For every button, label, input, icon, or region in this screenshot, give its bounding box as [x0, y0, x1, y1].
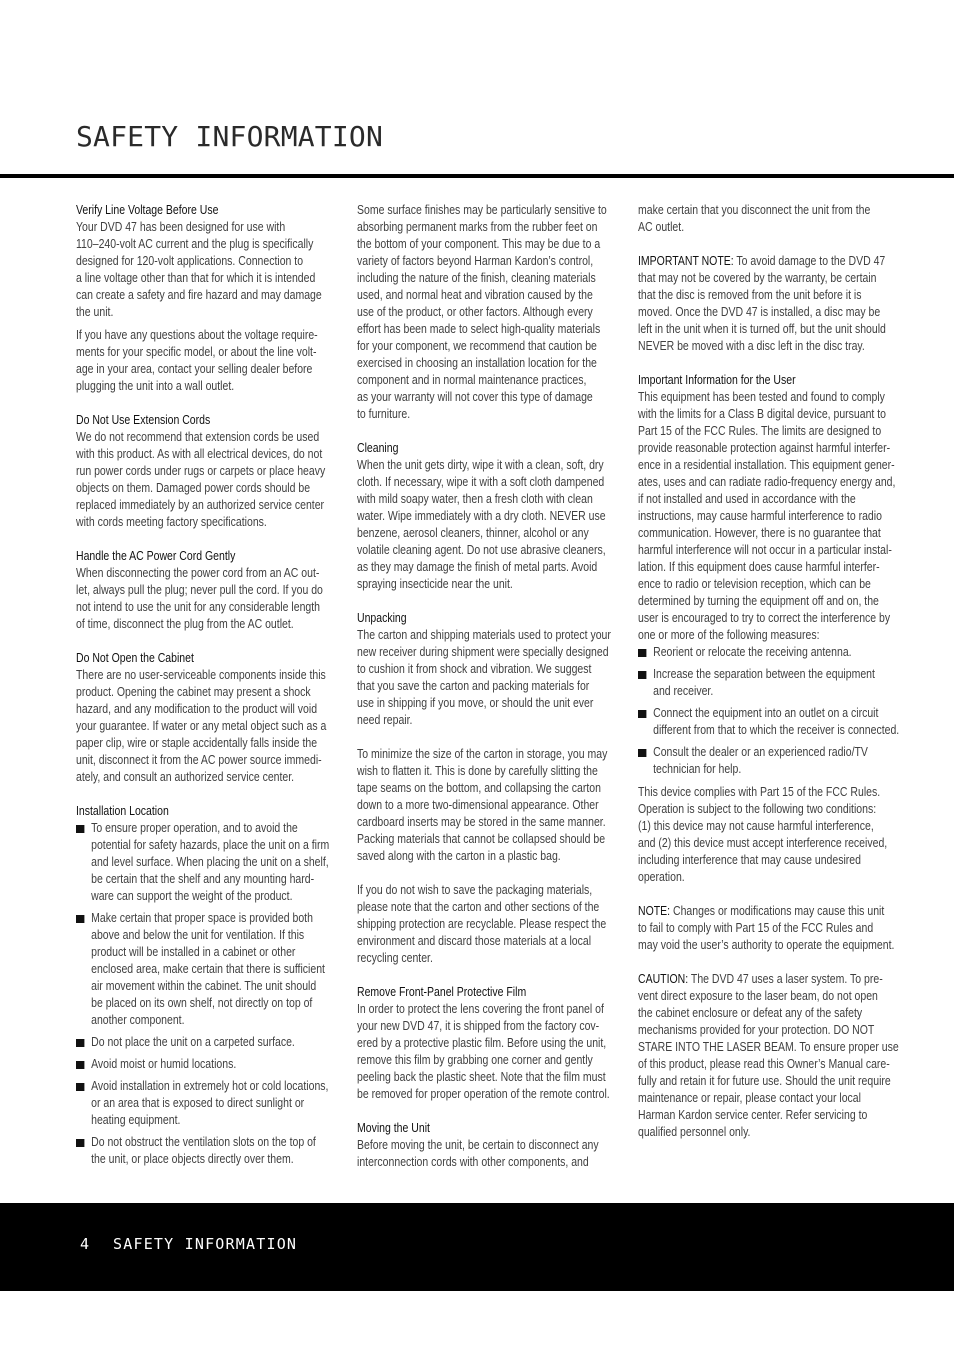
- section-heading: Cleaning: [357, 441, 399, 455]
- text-line: or an area that is exposed to direct sunlight or: [91, 1096, 305, 1110]
- text-line: used, and normal heat and vibration caused by the: [357, 288, 593, 302]
- text-line: if not installed and used in accordance with the: [638, 492, 856, 506]
- text-line: exercised in choosing an installation location for the: [357, 356, 597, 370]
- text-line: may void the user’s authority to operate the equipment.: [638, 938, 895, 952]
- list-item-text: [91, 820, 328, 905]
- section-moving-continued: [638, 202, 890, 355]
- text-line: a line voltage other than that for which it is intended: [76, 271, 316, 285]
- text-line: The carton and shipping materials used to protect your: [357, 628, 611, 642]
- page-title: SAFETY INFORMATION: [76, 120, 384, 153]
- list-item-text: [91, 1034, 328, 1051]
- text-line: wish to flatten it. This is done by carefully slitting the: [357, 764, 598, 778]
- text-line: above and below the unit for ventilation. If this: [91, 928, 305, 942]
- text-line: variety of factors beyond Harman Kardon’s control,: [357, 254, 594, 268]
- text-line: the unit, or place objects directly over them.: [91, 1152, 294, 1166]
- text-line: determined by turning the equipment off and on, the: [638, 594, 879, 608]
- list-item: [638, 644, 890, 661]
- text-line: cloth. If necessary, wipe it with a soft cloth dampened: [357, 475, 605, 489]
- paragraph: [357, 627, 609, 729]
- section-verify-line-voltage: [76, 202, 328, 395]
- text-line: and (2) this device must accept interference received,: [638, 836, 888, 850]
- column-middle: [357, 202, 609, 1171]
- text-line: with this product. As with all electrical devices, do not: [76, 447, 323, 461]
- text-line: component and in normal maintenance practices,: [357, 373, 587, 387]
- text-line: NEVER be moved with a disc left in the disc tray.: [638, 339, 865, 353]
- text-line: 110–240-volt AC current and the plug is specifically: [76, 237, 314, 251]
- text-line: qualified personnel only.: [638, 1125, 751, 1139]
- section-do-not-open-cabinet: [76, 650, 328, 786]
- text-line: Increase the separation between the equipment: [653, 667, 875, 681]
- text-line: Connect the equipment into an outlet on a circuit: [653, 706, 879, 720]
- text-line: that the disc is removed from the unit before it is: [638, 288, 862, 302]
- paragraph: [76, 667, 328, 786]
- paragraph: [357, 1001, 609, 1103]
- text-line: To ensure proper operation, and to avoid the: [91, 821, 298, 835]
- section-heading: Installation Location: [76, 804, 169, 818]
- text-line: your new DVD 47, it is shipped from the factory cov-: [357, 1019, 600, 1033]
- text-line: tape seams on the bottom, and collapsing the carton: [357, 781, 601, 795]
- text-line: Before moving the unit, be certain to disconnect any: [357, 1138, 599, 1152]
- section-body: [638, 903, 899, 1141]
- list-item: [638, 666, 890, 700]
- section-body: [357, 1137, 609, 1171]
- section-body: [76, 429, 328, 531]
- text-line: need repair.: [357, 713, 413, 727]
- text-line: be placed on its own shelf, not directly on top of: [91, 996, 313, 1010]
- text-line: water. Wipe immediately with a dry cloth. NEVER use: [357, 509, 606, 523]
- text-line: with the limits for a Class B digital device, pursuant to: [638, 407, 887, 421]
- text-line: cardboard inserts may be stored in the same manner.: [357, 815, 606, 829]
- text-line: ered by a protective plastic film. Before using the unit,: [357, 1036, 607, 1050]
- text-line: recycling center.: [357, 951, 433, 965]
- text-line: that you save the carton and packing materials for: [357, 679, 590, 693]
- text-line: heating equipment.: [91, 1113, 181, 1127]
- column-left: [76, 202, 328, 1168]
- text-line: fully and retain it for future use. Should the unit require: [638, 1074, 891, 1088]
- text-line: shipping protection are recyclable. Please respect the: [357, 917, 607, 931]
- text-line: product. Opening the cabinet may present a shock: [76, 685, 311, 699]
- text-line: Avoid installation in extremely hot or cold locations,: [91, 1079, 329, 1093]
- section-heading: Handle the AC Power Cord Gently: [76, 549, 236, 563]
- text-line: When disconnecting the power cord from an AC out-: [76, 566, 320, 580]
- text-line: operation.: [638, 870, 685, 884]
- text-line: Operation is subject to the following two conditions:: [638, 802, 877, 816]
- text-line: Do not place the unit on a carpeted surface.: [91, 1035, 295, 1049]
- text-line: We do not recommend that extension cords be used: [76, 430, 320, 444]
- text-line: AC outlet.: [638, 220, 685, 234]
- text-line: one or more of the following measures:: [638, 628, 820, 642]
- text-line: lation. If this equipment does cause harmful interfer-: [638, 560, 880, 574]
- paragraph: [638, 202, 890, 236]
- text-line: environment and discard those materials at a local: [357, 934, 592, 948]
- list-item-text: [653, 666, 890, 700]
- paragraph: [357, 202, 609, 423]
- paragraph: [638, 903, 895, 954]
- text-line: age in your area, contact your selling dealer before: [76, 362, 313, 376]
- paragraph: [76, 565, 328, 633]
- text-line: the unit.: [76, 305, 114, 319]
- text-line: enclosed area, make certain that there is sufficient: [91, 962, 325, 976]
- section-heading: Verify Line Voltage Before Use: [76, 203, 219, 217]
- text-line: be removed for proper operation of the remote control.: [357, 1087, 610, 1101]
- text-line: paper clip, wire or staple accidentally falls inside the: [76, 736, 318, 750]
- text-line: plugging the unit into a wall outlet.: [76, 379, 235, 393]
- text-line: NOTE: Changes or modifications may cause this unit: [638, 904, 885, 918]
- paragraph: [638, 784, 890, 886]
- text-line: ence in a residential installation. This equipment gener-: [638, 458, 895, 472]
- text-line: hazard, and any modification to the product will void: [76, 702, 318, 716]
- paragraph: [357, 746, 609, 865]
- text-line: CAUTION: The DVD 47 uses a laser system. To pre-: [638, 972, 883, 986]
- text-line: Harman Kardon service center. Refer servicing to: [638, 1108, 868, 1122]
- section-body: [76, 667, 328, 786]
- section-heading: Unpacking: [357, 611, 407, 625]
- paragraph: [76, 219, 328, 321]
- text-line: interconnection cords with other components, and: [357, 1155, 589, 1169]
- text-line: Consult the dealer or an experienced radio/TV: [653, 745, 868, 759]
- list-item-text: [653, 744, 890, 778]
- text-line: your guarantee. If water or any metal object such as a: [76, 719, 327, 733]
- text-line: IMPORTANT NOTE: To avoid damage to the DVD 47: [638, 254, 886, 268]
- text-line: user is encouraged to try to correct the interference by: [638, 611, 891, 625]
- bullet-square-icon: [76, 825, 84, 833]
- section-heading: Do Not Open the Cabinet: [76, 651, 194, 665]
- text-line: harmful interference will not occur in a particular instal-: [638, 543, 892, 557]
- text-line: ments for your specific model, or about the line volt-: [76, 345, 317, 359]
- text-line: To minimize the size of the carton in storage, you may: [357, 747, 608, 761]
- title-rule: [0, 174, 954, 178]
- list-item: [76, 1034, 328, 1051]
- text-line: saved along with the carton in a plastic bag.: [357, 849, 561, 863]
- note-label: CAUTION:: [638, 972, 689, 986]
- text-line: benzene, aerosol cleaners, thinner, alcohol or any: [357, 526, 589, 540]
- text-line: If you do not wish to save the packaging materials,: [357, 883, 593, 897]
- section-surface-finishes: [357, 202, 609, 423]
- text-line: provide reasonable protection against harmful interfer-: [638, 441, 891, 455]
- text-line: with cords meeting factory specifications.: [76, 515, 267, 529]
- bullet-square-icon: [76, 1083, 84, 1091]
- bullet-square-icon: [638, 749, 646, 757]
- text-line: the bottom of your component. This may be due to a: [357, 237, 601, 251]
- note-label: NOTE:: [638, 904, 671, 918]
- text-line: Avoid moist or humid locations.: [91, 1057, 237, 1071]
- footer-band: [0, 1203, 954, 1291]
- text-line: Do not obstruct the ventilation slots on the top of: [91, 1135, 316, 1149]
- paragraph: [357, 882, 609, 967]
- bullet-square-icon: [76, 1139, 84, 1147]
- text-line: to cushion it from shock and vibration. We suggest: [357, 662, 592, 676]
- text-line: This device complies with Part 15 of the FCC Rules.: [638, 785, 881, 799]
- section-heading: Important Information for the User: [638, 373, 796, 387]
- text-line: remove this film by grabbing one corner and gently: [357, 1053, 593, 1067]
- column-right: [638, 202, 900, 1141]
- paragraph: [638, 253, 890, 355]
- list-item-text: [91, 1078, 328, 1129]
- text-line: ately, and consult an authorized service center.: [76, 770, 295, 784]
- text-line: another component.: [91, 1013, 185, 1027]
- section-protective-film: [357, 984, 609, 1103]
- text-line: When the unit gets dirty, wipe it with a clean, soft, dry: [357, 458, 604, 472]
- text-line: moved. Once the DVD 47 is installed, a disc may be: [638, 305, 881, 319]
- section-body: [638, 202, 890, 355]
- text-line: If you have any questions about the voltage require-: [76, 328, 318, 342]
- text-line: effort has been made to select high-quality materials: [357, 322, 601, 336]
- list-item: [76, 910, 328, 1029]
- text-line: different from that to which the receiver is connected.: [653, 723, 900, 737]
- text-line: the cabinet enclosure or defeat any of the safety: [638, 1006, 863, 1020]
- text-line: Packing materials that cannot be collapsed should be: [357, 832, 606, 846]
- bullet-square-icon: [638, 671, 646, 679]
- section-extension-cords: [76, 412, 328, 531]
- text-line: for your component, we recommend that caution be: [357, 339, 597, 353]
- list-item: [76, 1134, 328, 1168]
- text-line: This equipment has been tested and found to comply: [638, 390, 885, 404]
- section-important-information: [638, 372, 900, 886]
- footer-label: SAFETY INFORMATION: [113, 1235, 298, 1253]
- section-body: [357, 202, 609, 423]
- section-body: [357, 457, 609, 593]
- text-line: STARE INTO THE LASER BEAM. To ensure proper use: [638, 1040, 899, 1054]
- list-item-text: [91, 1134, 328, 1168]
- bullet-square-icon: [638, 710, 646, 718]
- bullet-square-icon: [76, 915, 84, 923]
- bullet-square-icon: [76, 1039, 84, 1047]
- text-line: product will be installed in a cabinet or other: [91, 945, 296, 959]
- list-item-text: [91, 910, 328, 1029]
- text-line: please note that the carton and other sections of the: [357, 900, 600, 914]
- text-line: with mild soapy water, then a fresh cloth with clean: [357, 492, 593, 506]
- paragraph: [357, 1137, 609, 1171]
- text-line: instructions, may cause harmful interference to radio: [638, 509, 882, 523]
- bullet-list: [76, 820, 328, 1168]
- section-unpacking: [357, 610, 609, 967]
- text-line: (1) this device may not cause harmful interference,: [638, 819, 874, 833]
- text-line: and receiver.: [653, 684, 714, 698]
- text-line: down to a more two-dimensional appearance. Other: [357, 798, 599, 812]
- text-line: spraying insecticide near the unit.: [357, 577, 513, 591]
- text-line: be certain that the shelf and any mounting hard-: [91, 872, 315, 886]
- paragraph: [76, 327, 328, 395]
- text-line: including the nature of the finish, cleaning materials: [357, 271, 596, 285]
- section-heading: Do Not Use Extension Cords: [76, 413, 211, 427]
- paragraph: [638, 971, 899, 1141]
- list-item-text: [653, 705, 900, 739]
- text-line: as your warranty will not cover this type of damage: [357, 390, 593, 404]
- text-line: use of the product, or other factors. Although every: [357, 305, 593, 319]
- list-item: [76, 1078, 328, 1129]
- text-line: Your DVD 47 has been designed for use with: [76, 220, 286, 234]
- bullet-square-icon: [76, 1061, 84, 1069]
- section-notes: [638, 903, 899, 1141]
- text-line: volatile cleaning agent. Do not use abrasive cleaners,: [357, 543, 606, 557]
- text-line: Some surface finishes may be particularly sensitive to: [357, 203, 607, 217]
- list-item: [638, 705, 900, 739]
- page-number: 4: [80, 1235, 91, 1253]
- section-body: [357, 1001, 609, 1103]
- text-line: Reorient or relocate the receiving antenna.: [653, 645, 852, 659]
- text-line: replaced immediately by an authorized service center: [76, 498, 325, 512]
- text-line: make certain that you disconnect the unit from the: [638, 203, 871, 217]
- text-line: mechanisms provided for your protection. DO NOT: [638, 1023, 875, 1037]
- text-line: run power cords under rugs or carpets or place heavy: [76, 464, 326, 478]
- text-line: including interference that may cause undesired: [638, 853, 861, 867]
- section-body: [357, 627, 609, 967]
- text-line: ates, uses and can radiate radio-frequency energy and,: [638, 475, 896, 489]
- text-line: In order to protect the lens covering the front panel of: [357, 1002, 604, 1016]
- paragraph: [357, 457, 609, 593]
- text-line: communication. However, there is no guarantee that: [638, 526, 881, 540]
- list-item: [76, 820, 328, 905]
- text-line: of this product, please read this Owner’s Manual care-: [638, 1057, 890, 1071]
- section-cleaning: [357, 440, 609, 593]
- compliance-statement: [638, 784, 890, 886]
- list-item-text: [91, 1056, 328, 1073]
- text-line: designed for 120-volt applications. Connection to: [76, 254, 304, 268]
- section-body: [76, 565, 328, 633]
- text-line: ence to radio or television reception, which can be: [638, 577, 871, 591]
- text-line: to furniture.: [357, 407, 411, 421]
- text-line: let, always pull the plug; never pull the cord. If you do: [76, 583, 323, 597]
- list-item-text: [653, 644, 890, 661]
- text-line: as they may damage the finish of metal parts. Avoid: [357, 560, 598, 574]
- text-line: that may not be covered by the warranty, be certain: [638, 271, 877, 285]
- paragraph: [76, 429, 328, 531]
- text-line: air movement within the cabinet. The unit should: [91, 979, 317, 993]
- paragraph: [638, 389, 896, 644]
- text-line: of time, disconnect the plug from the AC outlet.: [76, 617, 294, 631]
- text-line: and level surface. When placing the unit on a shelf,: [91, 855, 329, 869]
- text-line: objects on them. Damaged power cords should be: [76, 481, 311, 495]
- text-line: not intend to use the unit for any considerable length: [76, 600, 321, 614]
- section-heading: Remove Front-Panel Protective Film: [357, 985, 527, 999]
- text-line: maintenance or repair, please contact your local: [638, 1091, 861, 1105]
- list-item: [76, 1056, 328, 1073]
- text-line: absorbing permanent marks from the rubber feet on: [357, 220, 598, 234]
- text-line: can create a safety and fire hazard and may damage: [76, 288, 322, 302]
- text-line: vent direct exposure to the laser beam, do not open: [638, 989, 878, 1003]
- note-label: IMPORTANT NOTE:: [638, 254, 734, 268]
- text-line: ware can support the weight of the product.: [91, 889, 293, 903]
- text-line: left in the unit when it is turned off, but the unit should: [638, 322, 886, 336]
- text-line: to fail to comply with Part 15 of the FCC Rules and: [638, 921, 874, 935]
- text-line: technician for help.: [653, 762, 742, 776]
- text-line: unit, disconnect it from the AC power source immedi-: [76, 753, 322, 767]
- text-line: potential for safety hazards, place the unit on a firm: [91, 838, 330, 852]
- text-line: Part 15 of the FCC Rules. The limits are designed to: [638, 424, 882, 438]
- text-line: use in shipping if you move, or should the unit ever: [357, 696, 594, 710]
- bullet-square-icon: [638, 649, 646, 657]
- list-item: [638, 744, 890, 778]
- bullet-list: [638, 644, 900, 778]
- text-line: There are no user-serviceable components inside this: [76, 668, 326, 682]
- section-heading: Moving the Unit: [357, 1121, 430, 1135]
- text-line: peeling back the plastic sheet. Note that the film must: [357, 1070, 606, 1084]
- section-moving-the-unit: [357, 1120, 609, 1171]
- text-line: new receiver during shipment were specially designed: [357, 645, 609, 659]
- section-installation-location: [76, 803, 328, 1168]
- section-body: [76, 219, 328, 395]
- section-power-cord: [76, 548, 328, 633]
- text-line: Make certain that proper space is provided both: [91, 911, 313, 925]
- section-body: [638, 389, 896, 644]
